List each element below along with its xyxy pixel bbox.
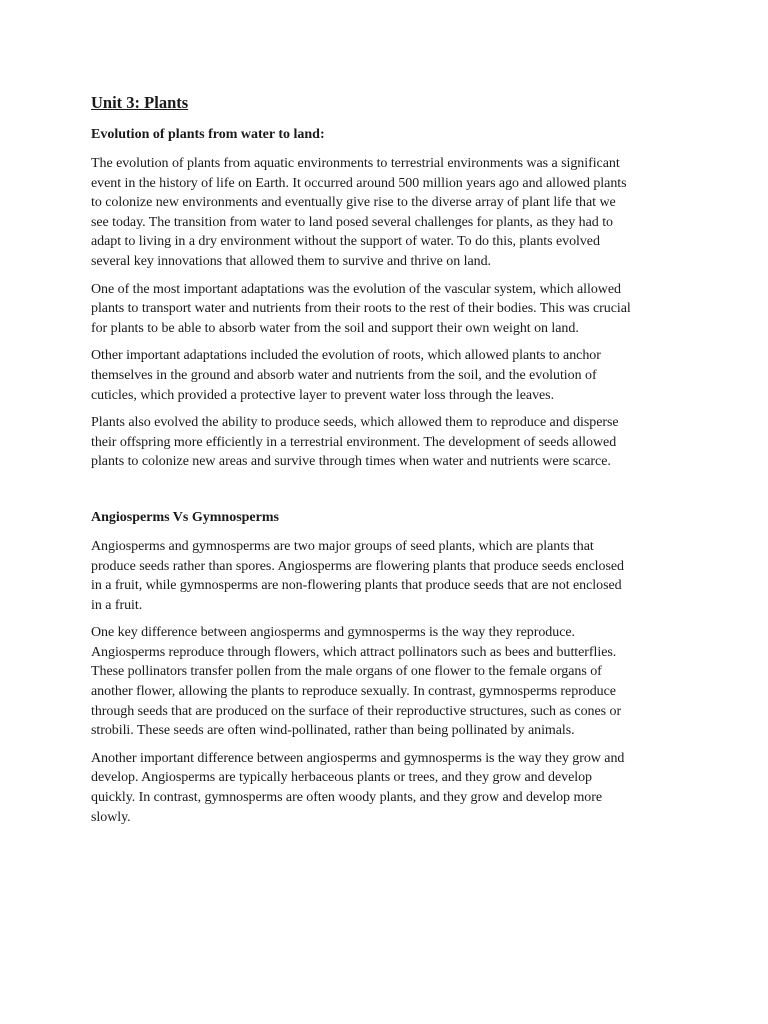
text-line: These pollinators transfer pollen from the male organs of one flower to the female organs of	[91, 664, 602, 680]
text-line: Another important difference between angiosperms and gymnosperms is the way they grow and	[91, 750, 625, 766]
text-line: plants to colonize new areas and survive through times when water and nutrients were scarce.	[91, 454, 611, 470]
paragraph	[91, 749, 679, 827]
text-line: develop. Angiosperms are typically herbaceous plants or trees, and they grow and develop	[91, 770, 593, 786]
paragraph	[91, 623, 679, 741]
text-line: themselves in the ground and absorb water and nutrients from the soil, and the evolution of	[91, 367, 597, 383]
text-line: for plants to be able to absorb water from the soil and support their own weight on land.	[91, 320, 579, 336]
text-line: strobili. These seeds are often wind-pollinated, rather than being pollinated by animals.	[91, 723, 575, 739]
paragraph	[91, 154, 679, 272]
section-heading-evolution: Evolution of plants from water to land:	[91, 127, 325, 142]
text-line: see today. The transition from water to land posed several challenges for plants, as they had to	[91, 214, 613, 230]
paragraph	[91, 537, 679, 615]
text-line: event in the history of life on Earth. It occurred around 500 million years ago and allowed plants	[91, 175, 627, 191]
paragraph	[91, 280, 679, 339]
text-line: The evolution of plants from aquatic environments to terrestrial environments was a significant	[91, 156, 620, 171]
text-line: produce seeds rather than spores. Angiosperms are flowering plants that produce seeds enclosed	[91, 558, 624, 574]
text-line: through seeds that are produced on the surface of their reproductive structures, such as cones or	[91, 703, 622, 719]
text-line: One key difference between angiosperms and gymnosperms is the way they reproduce.	[91, 625, 575, 641]
unit-title: Unit 3: Plants	[91, 93, 189, 112]
document-page	[91, 93, 679, 835]
text-line: several key innovations that allowed them to survive and thrive on land.	[91, 253, 491, 269]
text-line: adapt to living in a dry environment without the support of water. To do this, plants evolved	[91, 234, 600, 250]
text-line: Other important adaptations included the evolution of roots, which allowed plants to anchor	[91, 348, 601, 364]
text-line: Plants also evolved the ability to produce seeds, which allowed them to reproduce and disperse	[91, 415, 619, 431]
text-line: quickly. In contrast, gymnosperms are often woody plants, and they grow and develop more	[91, 790, 603, 806]
text-line: to colonize new environments and eventually give rise to the diverse array of plant life that we	[91, 195, 616, 211]
text-line: Angiosperms reproduce through flowers, which attract pollinators such as bees and butterflies.	[91, 644, 617, 660]
section-spacer	[91, 480, 679, 509]
text-line: in a fruit.	[91, 597, 143, 613]
text-line: another flower, allowing the plants to reproduce sexually. In contrast, gymnosperms reproduce	[91, 684, 616, 700]
text-line: in a fruit, while gymnosperms are non-flowering plants that produce seeds that are not enclosed	[91, 578, 622, 594]
text-line: cuticles, which provided a protective layer to prevent water loss through the leaves.	[91, 387, 555, 403]
paragraph	[91, 413, 679, 472]
section-heading-angiosperms-vs-gymnosperms: Angiosperms Vs Gymnosperms	[91, 509, 279, 525]
text-line: plants to transport water and nutrients from their roots to the rest of their bodies. This was crucial	[91, 301, 631, 317]
text-line: their offspring more efficiently in a terrestrial environment. The development of seeds allowed	[91, 434, 617, 450]
text-line: slowly.	[91, 809, 131, 825]
text-line: One of the most important adaptations was the evolution of the vascular system, which allowed	[91, 281, 621, 297]
paragraph	[91, 346, 679, 405]
text-line: Angiosperms and gymnosperms are two major groups of seed plants, which are plants that	[91, 538, 594, 554]
